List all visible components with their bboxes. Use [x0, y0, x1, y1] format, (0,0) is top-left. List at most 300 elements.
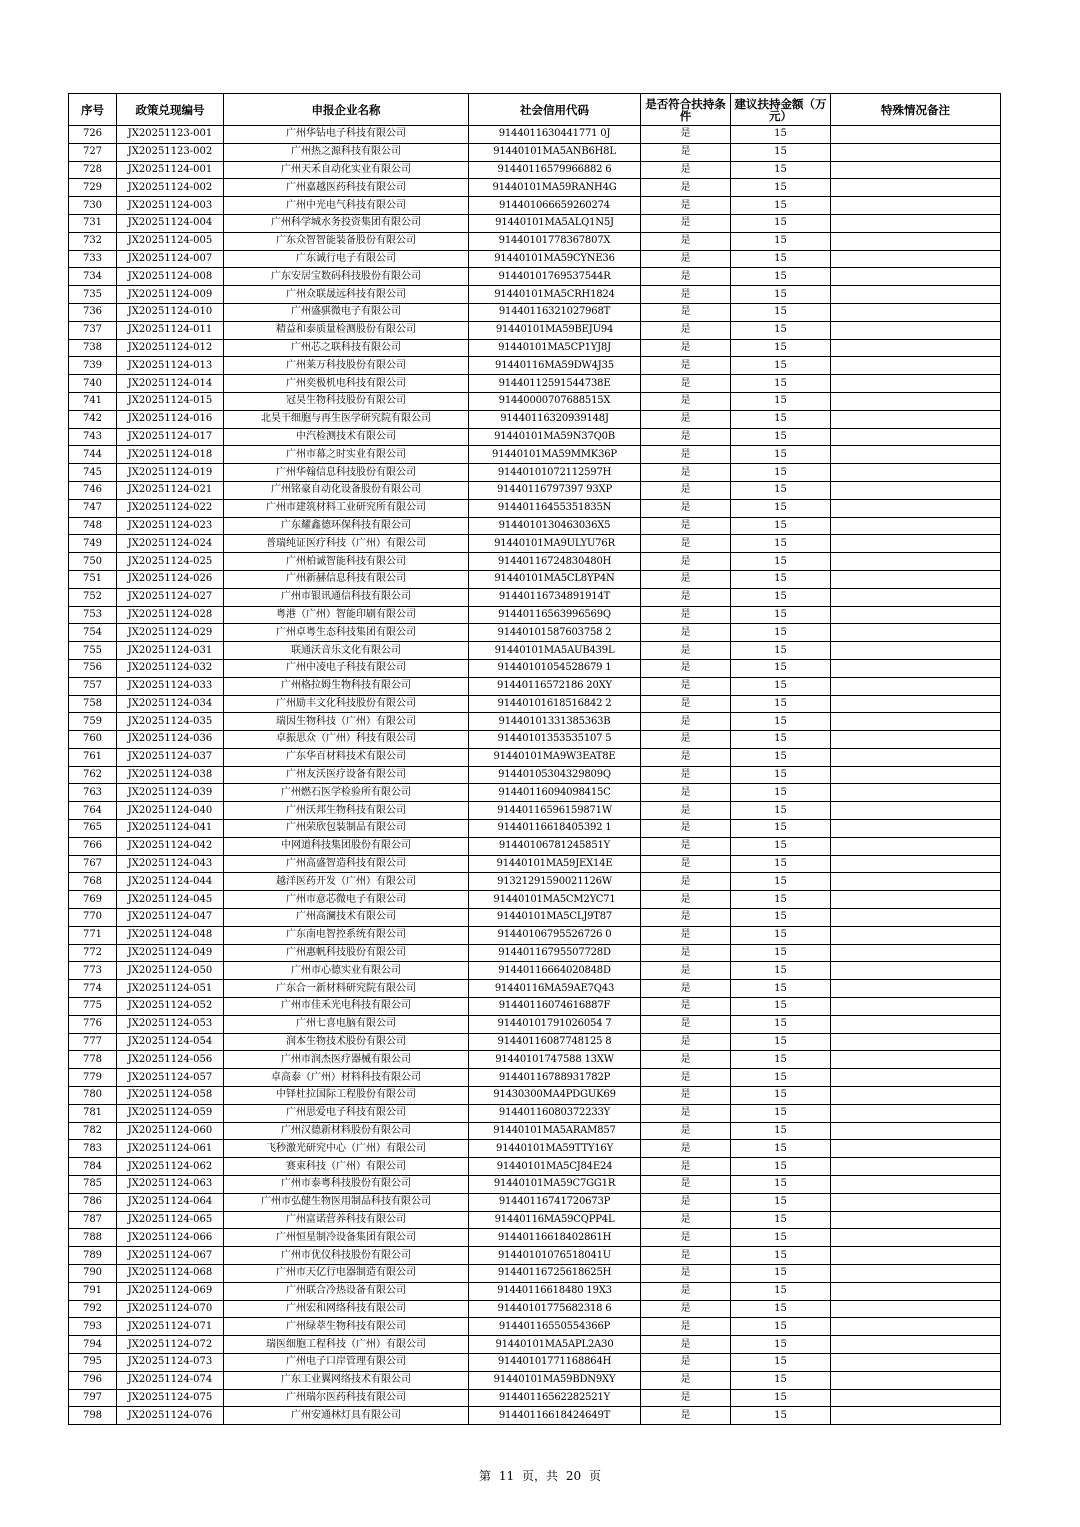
cell-credit-code: 91440106795526726 0: [469, 926, 641, 944]
table-row: [69, 1247, 1001, 1265]
table-row: [69, 820, 1001, 838]
cell-serial: 738: [69, 339, 117, 357]
cell-eligible: 是: [641, 873, 731, 891]
cell-credit-code: 91440101MA5CP1YJ8J: [469, 339, 641, 357]
cell-serial: 733: [69, 250, 117, 268]
cell-serial: 770: [69, 909, 117, 927]
cell-amount: 15: [731, 126, 831, 144]
cell-eligible: 是: [641, 659, 731, 677]
header-remarks: 特殊情况备注: [831, 94, 1001, 126]
cell-credit-code: 91440116550554366P: [469, 1318, 641, 1336]
cell-amount: 15: [731, 588, 831, 606]
table-row: [69, 624, 1001, 642]
cell-serial: 752: [69, 588, 117, 606]
cell-policy-code: JX20251124-038: [117, 766, 224, 784]
cell-company-name: 广州电子口岸管理有限公司: [224, 1353, 469, 1371]
cell-policy-code: JX20251124-029: [117, 624, 224, 642]
cell-amount: 15: [731, 446, 831, 464]
cell-remarks: [831, 837, 1001, 855]
cell-policy-code: JX20251124-011: [117, 321, 224, 339]
table-row: [69, 1389, 1001, 1407]
table-row: [69, 392, 1001, 410]
cell-credit-code: 91440116MA59DW4J35: [469, 357, 641, 375]
cell-serial: 730: [69, 197, 117, 215]
cell-amount: 15: [731, 837, 831, 855]
cell-company-name: 广东耀鑫德环保科技有限公司: [224, 517, 469, 535]
table-row: [69, 339, 1001, 357]
cell-serial: 784: [69, 1158, 117, 1176]
table-row: [69, 481, 1001, 499]
cell-remarks: [831, 1265, 1001, 1283]
cell-eligible: 是: [641, 926, 731, 944]
cell-serial: 787: [69, 1211, 117, 1229]
cell-company-name: 广州华钻电子科技有限公司: [224, 126, 469, 144]
cell-credit-code: 91440101MA59N37Q0B: [469, 428, 641, 446]
cell-serial: 759: [69, 713, 117, 731]
cell-remarks: [831, 214, 1001, 232]
table-body: [69, 126, 1001, 1425]
cell-remarks: [831, 1015, 1001, 1033]
cell-credit-code: 91440116741720673P: [469, 1193, 641, 1211]
cell-remarks: [831, 1318, 1001, 1336]
table-row: [69, 410, 1001, 428]
cell-serial: 776: [69, 1015, 117, 1033]
cell-credit-code: 91440101MA5CLJ9T87: [469, 909, 641, 927]
cell-company-name: 广州安通林灯具有限公司: [224, 1407, 469, 1425]
table-row: [69, 197, 1001, 215]
table-row: [69, 428, 1001, 446]
cell-company-name: 广州柏诚智能科技有限公司: [224, 553, 469, 571]
cell-company-name: 广州荣欣包装制品有限公司: [224, 820, 469, 838]
cell-policy-code: JX20251124-054: [117, 1033, 224, 1051]
cell-policy-code: JX20251124-009: [117, 286, 224, 304]
cell-policy-code: JX20251124-064: [117, 1193, 224, 1211]
cell-serial: 750: [69, 553, 117, 571]
cell-amount: 15: [731, 1176, 831, 1194]
table-row: [69, 926, 1001, 944]
cell-eligible: 是: [641, 1015, 731, 1033]
cell-amount: 15: [731, 1229, 831, 1247]
cell-amount: 15: [731, 1282, 831, 1300]
cell-amount: 15: [731, 1193, 831, 1211]
cell-amount: 15: [731, 677, 831, 695]
cell-company-name: 冠昊生物科技股份有限公司: [224, 392, 469, 410]
table-row: [69, 944, 1001, 962]
table-row: [69, 1300, 1001, 1318]
table-row: [69, 321, 1001, 339]
cell-policy-code: JX20251124-039: [117, 784, 224, 802]
cell-remarks: [831, 392, 1001, 410]
cell-remarks: [831, 784, 1001, 802]
cell-eligible: 是: [641, 695, 731, 713]
cell-eligible: 是: [641, 713, 731, 731]
cell-serial: 726: [69, 126, 117, 144]
cell-remarks: [831, 321, 1001, 339]
cell-serial: 791: [69, 1282, 117, 1300]
cell-remarks: [831, 1247, 1001, 1265]
cell-remarks: [831, 197, 1001, 215]
cell-company-name: 广州华翰信息科技股份有限公司: [224, 464, 469, 482]
cell-credit-code: 91440116320939148J: [469, 410, 641, 428]
cell-company-name: 中汽检测技术有限公司: [224, 428, 469, 446]
cell-credit-code: 91440101747588 13XW: [469, 1051, 641, 1069]
table-row: [69, 606, 1001, 624]
cell-serial: 757: [69, 677, 117, 695]
cell-remarks: [831, 980, 1001, 998]
cell-policy-code: JX20251124-061: [117, 1140, 224, 1158]
cell-company-name: 卓高泰（广州）材料科技有限公司: [224, 1069, 469, 1087]
table-row: [69, 1087, 1001, 1105]
cell-credit-code: 91321291590021126W: [469, 873, 641, 891]
cell-amount: 15: [731, 962, 831, 980]
cell-credit-code: 91440101MA59MMK36P: [469, 446, 641, 464]
cell-company-name: 中铎杜拉国际工程股份有限公司: [224, 1087, 469, 1105]
cell-remarks: [831, 1104, 1001, 1122]
table-row: [69, 873, 1001, 891]
cell-policy-code: JX20251124-057: [117, 1069, 224, 1087]
cell-remarks: [831, 873, 1001, 891]
cell-serial: 747: [69, 499, 117, 517]
cell-eligible: 是: [641, 339, 731, 357]
cell-amount: 15: [731, 1158, 831, 1176]
cell-company-name: 广州卓粤生态科技集团有限公司: [224, 624, 469, 642]
cell-credit-code: 91440101MA59CYNE36: [469, 250, 641, 268]
table-row: [69, 1318, 1001, 1336]
cell-amount: 15: [731, 926, 831, 944]
cell-policy-code: JX20251124-008: [117, 268, 224, 286]
cell-company-name: 中网道科技集团股份有限公司: [224, 837, 469, 855]
cell-credit-code: 9144011630441771 0J: [469, 126, 641, 144]
cell-amount: 15: [731, 624, 831, 642]
cell-policy-code: JX20251124-048: [117, 926, 224, 944]
cell-company-name: 广州嘉越医药科技有限公司: [224, 179, 469, 197]
header-serial: 序号: [69, 94, 117, 126]
cell-serial: 763: [69, 784, 117, 802]
cell-remarks: [831, 1158, 1001, 1176]
cell-company-name: 卓振思众（广州）科技有限公司: [224, 731, 469, 749]
cell-eligible: 是: [641, 375, 731, 393]
cell-company-name: 广州汉德新材料股份有限公司: [224, 1122, 469, 1140]
cell-credit-code: 91440112591544738E: [469, 375, 641, 393]
cell-credit-code: 91440101MA59TTY16Y: [469, 1140, 641, 1158]
cell-policy-code: JX20251124-004: [117, 214, 224, 232]
cell-policy-code: JX20251124-017: [117, 428, 224, 446]
table-row: [69, 1015, 1001, 1033]
cell-company-name: 广州市银讯通信科技有限公司: [224, 588, 469, 606]
cell-serial: 781: [69, 1104, 117, 1122]
subsidy-list-table: [68, 93, 1001, 1425]
cell-remarks: [831, 1353, 1001, 1371]
table-row: [69, 535, 1001, 553]
cell-amount: 15: [731, 1353, 831, 1371]
cell-remarks: [831, 161, 1001, 179]
cell-amount: 15: [731, 695, 831, 713]
cell-company-name: 广州芯之联科技有限公司: [224, 339, 469, 357]
cell-policy-code: JX20251124-056: [117, 1051, 224, 1069]
cell-eligible: 是: [641, 250, 731, 268]
table-row: [69, 980, 1001, 998]
cell-eligible: 是: [641, 1176, 731, 1194]
cell-remarks: [831, 695, 1001, 713]
cell-policy-code: JX20251124-042: [117, 837, 224, 855]
table-row: [69, 642, 1001, 660]
cell-policy-code: JX20251124-053: [117, 1015, 224, 1033]
cell-company-name: 联通沃音乐文化有限公司: [224, 642, 469, 660]
cell-remarks: [831, 428, 1001, 446]
cell-eligible: 是: [641, 944, 731, 962]
table-row: [69, 126, 1001, 144]
cell-credit-code: 91440116618402861H: [469, 1229, 641, 1247]
header-amount: 建议扶持金额（万元）: [731, 94, 831, 126]
cell-remarks: [831, 1140, 1001, 1158]
cell-eligible: 是: [641, 855, 731, 873]
cell-credit-code: 91440101791026054 7: [469, 1015, 641, 1033]
cell-credit-code: 91440101MA59RANH4G: [469, 179, 641, 197]
footer-middle: 页，共: [521, 1469, 558, 1483]
cell-company-name: 广州铭豪自动化设备股份有限公司: [224, 481, 469, 499]
cell-company-name: 广州格拉姆生物科技有限公司: [224, 677, 469, 695]
cell-credit-code: 91440101MA5CJ84E24: [469, 1158, 641, 1176]
cell-remarks: [831, 624, 1001, 642]
cell-amount: 15: [731, 766, 831, 784]
table-row: [69, 214, 1001, 232]
cell-remarks: [831, 820, 1001, 838]
table-row: [69, 855, 1001, 873]
cell-eligible: 是: [641, 428, 731, 446]
cell-policy-code: JX20251124-018: [117, 446, 224, 464]
cell-amount: 15: [731, 553, 831, 571]
cell-credit-code: 91440116579966882 6: [469, 161, 641, 179]
table-row: [69, 1353, 1001, 1371]
cell-amount: 15: [731, 321, 831, 339]
cell-amount: 15: [731, 499, 831, 517]
cell-eligible: 是: [641, 784, 731, 802]
table-row: [69, 1336, 1001, 1354]
table-row: [69, 1122, 1001, 1140]
cell-policy-code: JX20251124-037: [117, 748, 224, 766]
header-policy-code: 政策兑现编号: [117, 94, 224, 126]
cell-credit-code: 91440101MA9ULYU76R: [469, 535, 641, 553]
cell-serial: 780: [69, 1087, 117, 1105]
cell-company-name: 广州绿萃生物科技有限公司: [224, 1318, 469, 1336]
cell-remarks: [831, 339, 1001, 357]
cell-policy-code: JX20251124-060: [117, 1122, 224, 1140]
table-row: [69, 1140, 1001, 1158]
table-row: [69, 250, 1001, 268]
cell-amount: 15: [731, 232, 831, 250]
cell-amount: 15: [731, 286, 831, 304]
cell-policy-code: JX20251124-022: [117, 499, 224, 517]
cell-eligible: 是: [641, 517, 731, 535]
cell-eligible: 是: [641, 1229, 731, 1247]
cell-eligible: 是: [641, 1265, 731, 1283]
cell-policy-code: JX20251124-019: [117, 464, 224, 482]
cell-company-name: 广东众智智能装备股份有限公司: [224, 232, 469, 250]
table-row: [69, 802, 1001, 820]
cell-policy-code: JX20251124-002: [117, 179, 224, 197]
cell-policy-code: JX20251124-026: [117, 570, 224, 588]
cell-remarks: [831, 357, 1001, 375]
cell-serial: 788: [69, 1229, 117, 1247]
table-row: [69, 588, 1001, 606]
cell-remarks: [831, 570, 1001, 588]
cell-remarks: [831, 731, 1001, 749]
cell-policy-code: JX20251124-073: [117, 1353, 224, 1371]
cell-serial: 764: [69, 802, 117, 820]
cell-serial: 739: [69, 357, 117, 375]
table-row: [69, 677, 1001, 695]
cell-eligible: 是: [641, 553, 731, 571]
cell-eligible: 是: [641, 357, 731, 375]
cell-serial: 797: [69, 1389, 117, 1407]
cell-credit-code: 91440101076518041U: [469, 1247, 641, 1265]
cell-serial: 746: [69, 481, 117, 499]
cell-credit-code: 91440116MA59CQPP4L: [469, 1211, 641, 1229]
cell-amount: 15: [731, 1247, 831, 1265]
cell-serial: 771: [69, 926, 117, 944]
cell-amount: 15: [731, 392, 831, 410]
table-row: [69, 837, 1001, 855]
cell-policy-code: JX20251124-003: [117, 197, 224, 215]
cell-company-name: 广州市心德实业有限公司: [224, 962, 469, 980]
cell-credit-code: 91440116321027968T: [469, 303, 641, 321]
cell-remarks: [831, 410, 1001, 428]
cell-remarks: [831, 517, 1001, 535]
cell-serial: 773: [69, 962, 117, 980]
cell-serial: 762: [69, 766, 117, 784]
cell-serial: 772: [69, 944, 117, 962]
cell-eligible: 是: [641, 1193, 731, 1211]
cell-eligible: 是: [641, 179, 731, 197]
table-row: [69, 179, 1001, 197]
table-row: [69, 713, 1001, 731]
cell-eligible: 是: [641, 624, 731, 642]
cell-eligible: 是: [641, 303, 731, 321]
cell-amount: 15: [731, 1069, 831, 1087]
cell-serial: 789: [69, 1247, 117, 1265]
cell-serial: 766: [69, 837, 117, 855]
cell-eligible: 是: [641, 1104, 731, 1122]
cell-credit-code: 91440101331385363B: [469, 713, 641, 731]
cell-company-name: 瑞医细胞工程科技（广州）有限公司: [224, 1336, 469, 1354]
table-row: [69, 1371, 1001, 1389]
table-row: [69, 748, 1001, 766]
cell-policy-code: JX20251124-058: [117, 1087, 224, 1105]
table-row: [69, 1069, 1001, 1087]
cell-amount: 15: [731, 250, 831, 268]
cell-company-name: 广州瑞尔医药科技有限公司: [224, 1389, 469, 1407]
cell-company-name: 广州高澜技术有限公司: [224, 909, 469, 927]
cell-credit-code: 91440116618405392 1: [469, 820, 641, 838]
cell-credit-code: 91440101769537544R: [469, 268, 641, 286]
cell-credit-code: 91440101MA5ALQ1N5J: [469, 214, 641, 232]
cell-remarks: [831, 1336, 1001, 1354]
cell-remarks: [831, 944, 1001, 962]
cell-credit-code: 91440101MA5CRH1824: [469, 286, 641, 304]
cell-remarks: [831, 926, 1001, 944]
cell-amount: 15: [731, 570, 831, 588]
cell-amount: 15: [731, 820, 831, 838]
table-row: [69, 303, 1001, 321]
cell-company-name: 广州高盛智造科技有限公司: [224, 855, 469, 873]
cell-serial: 735: [69, 286, 117, 304]
cell-remarks: [831, 499, 1001, 517]
cell-policy-code: JX20251124-001: [117, 161, 224, 179]
cell-credit-code: 91440116080372233Y: [469, 1104, 641, 1122]
cell-amount: 15: [731, 410, 831, 428]
cell-policy-code: JX20251124-024: [117, 535, 224, 553]
cell-amount: 15: [731, 1033, 831, 1051]
cell-company-name: 广州宏和网络科技有限公司: [224, 1300, 469, 1318]
cell-company-name: 广州市泰粤科技股份有限公司: [224, 1176, 469, 1194]
cell-amount: 15: [731, 179, 831, 197]
cell-remarks: [831, 1069, 1001, 1087]
cell-company-name: 广州市弘健生物医用制品科技有限公司: [224, 1193, 469, 1211]
cell-credit-code: 91440101072112597H: [469, 464, 641, 482]
cell-remarks: [831, 1229, 1001, 1247]
cell-credit-code: 91440116094098415C: [469, 784, 641, 802]
cell-amount: 15: [731, 642, 831, 660]
footer-prefix: 第: [479, 1469, 492, 1483]
table-row: [69, 499, 1001, 517]
cell-credit-code: 91440116725618625H: [469, 1265, 641, 1283]
cell-company-name: 广州莱万科技股份有限公司: [224, 357, 469, 375]
cell-company-name: 瑞因生物科技（广州）有限公司: [224, 713, 469, 731]
cell-remarks: [831, 464, 1001, 482]
cell-credit-code: 91440101MA9W3EAT8E: [469, 748, 641, 766]
header-eligible: 是否符合扶持条件: [641, 94, 731, 126]
cell-company-name: 广东工业翼网络技术有限公司: [224, 1371, 469, 1389]
cell-company-name: 粤港（广州）智能印刷有限公司: [224, 606, 469, 624]
cell-credit-code: 91440116MA59AE7Q43: [469, 980, 641, 998]
cell-credit-code: 91440116087748125 8: [469, 1033, 641, 1051]
cell-amount: 15: [731, 268, 831, 286]
table-row: [69, 143, 1001, 161]
cell-policy-code: JX20251124-047: [117, 909, 224, 927]
cell-company-name: 北昊干细胞与再生医学研究院有限公司: [224, 410, 469, 428]
cell-policy-code: JX20251124-041: [117, 820, 224, 838]
table-row: [69, 659, 1001, 677]
cell-remarks: [831, 250, 1001, 268]
cell-company-name: 赛束科技（广州）有限公司: [224, 1158, 469, 1176]
cell-serial: 727: [69, 143, 117, 161]
cell-credit-code: 91440101618516842 2: [469, 695, 641, 713]
cell-company-name: 精益和泰质量检测股份有限公司: [224, 321, 469, 339]
cell-amount: 15: [731, 659, 831, 677]
cell-amount: 15: [731, 1300, 831, 1318]
cell-policy-code: JX20251124-034: [117, 695, 224, 713]
cell-eligible: 是: [641, 392, 731, 410]
cell-credit-code: 91440101MA5ANB6H8L: [469, 143, 641, 161]
cell-policy-code: JX20251124-051: [117, 980, 224, 998]
cell-amount: 15: [731, 143, 831, 161]
cell-company-name: 广州中凌电子科技有限公司: [224, 659, 469, 677]
cell-credit-code: 91440116797397 93XP: [469, 481, 641, 499]
cell-eligible: 是: [641, 535, 731, 553]
cell-serial: 761: [69, 748, 117, 766]
cell-serial: 731: [69, 214, 117, 232]
cell-amount: 15: [731, 428, 831, 446]
cell-eligible: 是: [641, 1122, 731, 1140]
cell-eligible: 是: [641, 731, 731, 749]
cell-eligible: 是: [641, 1300, 731, 1318]
table-row: [69, 766, 1001, 784]
cell-credit-code: 91440101MA59BEJU94: [469, 321, 641, 339]
table-row: [69, 1033, 1001, 1051]
cell-serial: 758: [69, 695, 117, 713]
cell-remarks: [831, 232, 1001, 250]
cell-credit-code: 91440116572186 20XY: [469, 677, 641, 695]
